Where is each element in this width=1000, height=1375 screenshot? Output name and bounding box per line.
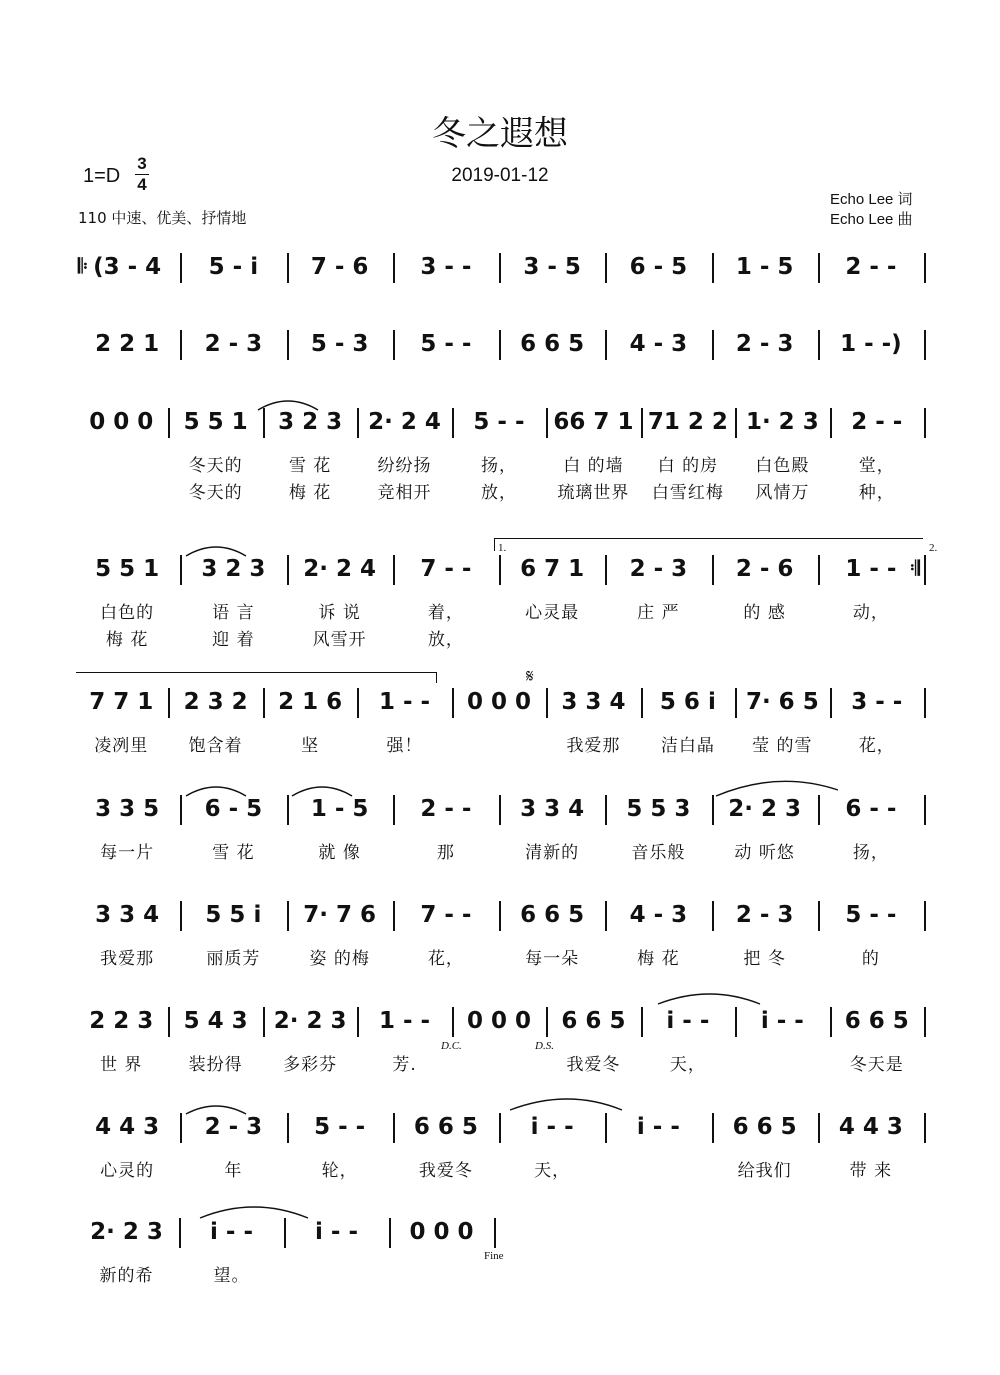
measure: 2 1 6 <box>278 689 343 715</box>
lyrics-segment: 扬， <box>852 843 889 863</box>
measure: 5 5 1 <box>95 556 160 582</box>
measure: 0 0 0 <box>409 1219 474 1245</box>
lyrics-segment: 世 界 <box>100 1055 143 1075</box>
measure: 1 - -) <box>840 331 902 357</box>
measure: 7· 6 5 <box>745 689 819 715</box>
lyrics-segment: 姿 的梅 <box>309 949 370 969</box>
lyrics-segment: 放， <box>427 630 464 650</box>
lyrics-segment: 梅 花 <box>105 630 149 650</box>
measure: 2· 2 4 <box>303 556 376 582</box>
lyrics-segment: 白 的房 <box>657 456 719 476</box>
measure: 2 - - <box>845 254 897 280</box>
measure: 2 - 3 <box>735 902 794 928</box>
lyrics-segment: 年 <box>224 1161 243 1181</box>
measure: 2 - 3 <box>204 331 263 357</box>
lyrics-segment: 花， <box>427 949 464 969</box>
segno-sign: 𝄋 <box>526 666 534 687</box>
lyrics-segment: 花， <box>858 736 895 756</box>
lyrics-segment: 诉 说 <box>318 603 361 623</box>
page-title: 冬之遐想 <box>432 114 568 154</box>
ds-mark: D.S. <box>535 1040 554 1052</box>
lyrics-segment: 强！ <box>386 736 423 756</box>
measure: i - - <box>666 1008 710 1034</box>
lyrics-segment: 冬天是 <box>849 1055 904 1075</box>
lyrics-line <box>0 1261 1000 1285</box>
measure: 2 - - <box>420 796 472 822</box>
lyrics-segment: 白雪红梅 <box>651 483 724 503</box>
lyrics-segment: 风情万 <box>755 483 810 503</box>
lyrics-segment: 轮， <box>321 1161 358 1181</box>
measure: 3 3 4 <box>95 902 160 928</box>
measure: 6 6 5 <box>520 902 585 928</box>
barline <box>924 1113 926 1143</box>
lyrics-segment: 我爱冬 <box>418 1161 473 1181</box>
lyrics-segment: 雪 花 <box>288 456 332 476</box>
lyrics-segment: 莹 的雪 <box>752 736 813 756</box>
key-signature: 1=D <box>83 165 121 187</box>
lyrics-segment: 清新的 <box>525 843 580 863</box>
measure: 6 6 5 <box>520 331 585 357</box>
measure: 2· 2 3 <box>273 1008 347 1034</box>
measure: 2 - 3 <box>735 331 794 357</box>
lyrics-segment: 饱含着 <box>188 736 243 756</box>
measure: 2· 2 3 <box>728 796 801 822</box>
lyrics-segment: 就 像 <box>318 843 361 863</box>
measure: 2 - 3 <box>204 1114 263 1140</box>
measure: 1 - - <box>378 689 431 715</box>
dc-mark: D.C. <box>441 1040 462 1052</box>
lyrics-line <box>0 625 1000 649</box>
measure: 5 5 i <box>205 902 262 928</box>
lyrics-segment: 白色的 <box>100 603 155 623</box>
fine-mark: Fine <box>484 1250 504 1262</box>
barline <box>924 555 926 585</box>
measure: 0 0 0 <box>89 409 154 435</box>
measure: 1 - - <box>378 1008 431 1034</box>
measure: 3 - - <box>851 689 903 715</box>
lyrics-segment: 梅 花 <box>288 483 332 503</box>
measure: 4 4 3 <box>95 1114 160 1140</box>
lyrics-segment: 扬， <box>480 456 517 476</box>
measure: 6 6 5 <box>561 1008 626 1034</box>
lyrics-segment: 每一片 <box>100 843 155 863</box>
lyrics-segment: 的 感 <box>743 603 786 623</box>
lyrics-segment: 装扮得 <box>188 1055 243 1075</box>
lyrics-segment: 天， <box>669 1055 706 1075</box>
measure: 5 4 3 <box>183 1008 248 1034</box>
measure: 5 - - <box>845 902 897 928</box>
measure: 2 - - <box>851 409 903 435</box>
volta-2-label: 2. <box>929 542 938 554</box>
measure: 6 6 5 <box>413 1114 478 1140</box>
measure: 6 - 5 <box>629 254 688 280</box>
lyrics-segment: 白 的墙 <box>563 456 624 476</box>
lyrics-segment: 竞相开 <box>377 483 432 503</box>
lyrics-segment: 心灵的 <box>100 1161 155 1181</box>
lyrics-segment: 动 听悠 <box>734 843 795 863</box>
lyrics-segment: 多彩芬 <box>283 1055 338 1075</box>
measure: 1· 2 3 <box>745 409 819 435</box>
barline <box>924 408 926 438</box>
measure: 5 - - <box>473 409 525 435</box>
repeat-start-sign: 𝄆 <box>78 254 88 278</box>
measure: i - - <box>315 1219 358 1245</box>
composer-credit: Echo Lee 曲 <box>830 211 913 228</box>
measure: 5 - - <box>314 1114 366 1140</box>
lyrics-segment: 冬天的 <box>188 456 243 476</box>
lyrics-segment: 语 言 <box>212 603 255 623</box>
measure: 2· 2 3 <box>90 1219 163 1245</box>
tempo-marking: 110 中速、优美、抒情地 <box>78 209 247 227</box>
lyrics-segment: 雪 花 <box>212 843 255 863</box>
measure: (3 - 4 <box>93 254 162 280</box>
lyrics-line <box>0 478 1000 502</box>
measure: 7 - - <box>420 556 472 582</box>
measure: 3 2 3 <box>201 556 266 582</box>
measure: 6 7 1 <box>520 556 585 582</box>
notation-system <box>76 549 926 589</box>
lyrics-segment: 凌冽里 <box>94 736 149 756</box>
notation-system <box>76 1212 926 1252</box>
measure: 6 6 5 <box>732 1114 797 1140</box>
notation-system <box>76 682 926 722</box>
notation-system <box>76 789 926 829</box>
measure: 2 - 3 <box>629 556 688 582</box>
lyrics-line <box>0 1050 1000 1074</box>
lyrics-line <box>0 838 1000 862</box>
measure: 2· 2 4 <box>368 409 441 435</box>
lyrics-segment: 那 <box>436 843 455 863</box>
measure: 1 - 5 <box>310 796 369 822</box>
measure: 66 7 1 <box>553 409 634 435</box>
measure: 5 5 3 <box>626 796 691 822</box>
measure: 7 7 1 <box>89 689 154 715</box>
lyrics-segment: 带 来 <box>849 1161 893 1181</box>
lyricist-credit: Echo Lee 词 <box>830 191 913 208</box>
measure: 5 5 1 <box>183 409 248 435</box>
notation-system <box>76 247 926 287</box>
notation-system <box>76 402 926 442</box>
measure: 0 0 0 <box>466 689 531 715</box>
notation-system <box>76 324 926 364</box>
measure: 1 - - <box>845 556 897 582</box>
time-signature-top: 3 <box>137 154 147 173</box>
measure: i - - <box>530 1114 574 1140</box>
lyrics-segment: 我爱那 <box>100 949 155 969</box>
barline <box>924 901 926 931</box>
lyrics-segment: 新的希 <box>99 1266 154 1286</box>
lyrics-segment: 着， <box>427 603 464 623</box>
repeat-end-sign: 𝄇 <box>910 556 920 580</box>
lyrics-segment: 心灵最 <box>525 603 580 623</box>
measure: 3 - - <box>420 254 472 280</box>
measure: 5 - 3 <box>310 331 369 357</box>
lyrics-line <box>0 944 1000 968</box>
lyrics-segment: 洁白晶 <box>660 736 715 756</box>
measure: 3 - 5 <box>523 254 581 280</box>
lyrics-segment: 梅 花 <box>637 949 680 969</box>
lyrics-segment: 给我们 <box>737 1161 792 1181</box>
notation-system <box>76 895 926 935</box>
barline <box>924 253 926 283</box>
lyrics-segment: 庄 严 <box>637 603 680 623</box>
barline <box>924 688 926 718</box>
lyrics-segment: 音乐般 <box>631 843 686 863</box>
measure: 2 - 6 <box>735 556 794 582</box>
measure: i - - <box>636 1114 680 1140</box>
lyrics-segment: 动， <box>852 603 889 623</box>
lyrics-segment: 的 <box>861 949 880 969</box>
measure: 3 3 4 <box>520 796 585 822</box>
measure: 6 6 5 <box>844 1008 909 1034</box>
lyrics-line <box>0 1156 1000 1180</box>
barline <box>924 1007 926 1037</box>
lyrics-segment: 纷纷扬 <box>377 456 432 476</box>
lyrics-line <box>0 451 1000 475</box>
lyrics-segment: 放， <box>480 483 517 503</box>
lyrics-segment: 我爱那 <box>566 736 621 756</box>
lyrics-segment: 丽质芳 <box>206 949 261 969</box>
measure: 2 2 3 <box>89 1008 154 1034</box>
lyrics-segment: 琉璃世界 <box>557 483 630 503</box>
measure: 1 - 5 <box>735 254 794 280</box>
lyrics-line <box>0 598 1000 622</box>
measure: 2 2 1 <box>95 331 160 357</box>
measure: 5 - i <box>208 254 259 280</box>
notation-system <box>76 1107 926 1147</box>
lyrics-segment: 堂， <box>858 456 895 476</box>
lyrics-segment: 我爱冬 <box>566 1055 621 1075</box>
measure: 4 - 3 <box>629 331 688 357</box>
measure: 3 2 3 <box>278 409 343 435</box>
barline <box>494 1218 496 1248</box>
measure: 5 6 i <box>659 689 716 715</box>
measure: 0 0 0 <box>466 1008 531 1034</box>
lyrics-segment: 坚 <box>301 736 320 756</box>
lyrics-segment: 天， <box>534 1161 571 1181</box>
barline <box>924 330 926 360</box>
lyrics-segment: 每一朵 <box>525 949 580 969</box>
lyrics-segment: 望。 <box>213 1266 250 1286</box>
volta-1-label: 1. <box>498 542 507 554</box>
lyrics-segment: 把 冬 <box>743 949 786 969</box>
measure: 6 - 5 <box>204 796 263 822</box>
measure: 3 3 5 <box>95 796 160 822</box>
lyrics-line <box>0 731 1000 755</box>
measure: 5 - - <box>420 331 472 357</box>
lyrics-segment: 芳. <box>392 1055 417 1075</box>
measure: 7 - - <box>420 902 472 928</box>
measure: 4 - 3 <box>629 902 688 928</box>
measure: 71 2 2 <box>647 409 728 435</box>
measure: 4 4 3 <box>838 1114 903 1140</box>
notation-system <box>76 1001 926 1041</box>
measure: 6 - - <box>845 796 897 822</box>
measure: 7 - 6 <box>310 254 369 280</box>
measure: 3 3 4 <box>561 689 626 715</box>
lyrics-segment: 白色殿 <box>755 456 810 476</box>
time-signature-bottom: 4 <box>137 175 147 194</box>
lyrics-segment: 迎 着 <box>212 630 255 650</box>
barline <box>924 795 926 825</box>
lyrics-segment: 风雪开 <box>312 630 367 650</box>
lyrics-segment: 种， <box>858 483 895 503</box>
measure: 2 3 2 <box>183 689 248 715</box>
lyrics-segment: 冬天的 <box>188 483 243 503</box>
composition-date: 2019-01-12 <box>451 165 549 186</box>
measure: 7· 7 6 <box>303 902 376 928</box>
measure: i - - <box>760 1008 804 1034</box>
measure: i - - <box>210 1219 253 1245</box>
